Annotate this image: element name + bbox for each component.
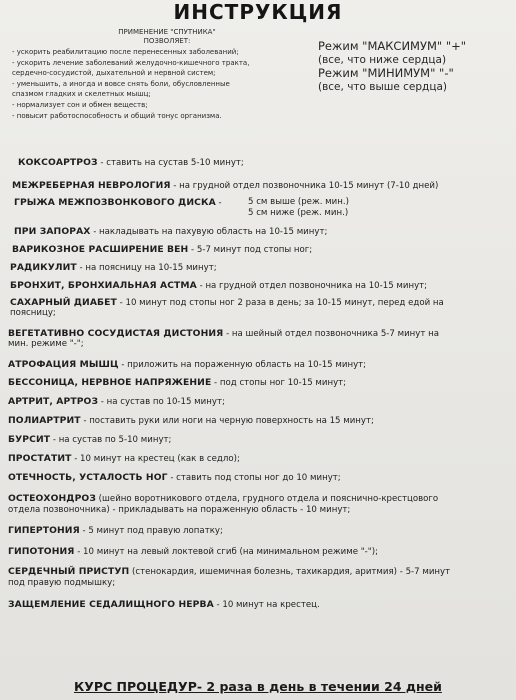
illness-entry: ОТЕЧНОСТЬ, УСТАЛОСТЬ НОГ - ставить под стопы ног до 10 минут;	[8, 472, 341, 483]
application-item: - ускорить лечение заболеваний желудочно-кишечного тракта,	[12, 58, 250, 67]
application-heading-line2: ПОЗВОЛЯЕТ:	[143, 37, 191, 45]
illness-entry: САХАРНЫЙ ДИАБЕТ - 10 минут под стопы ног 2 раза в день; за 10-15 минут, перед едой на	[10, 297, 444, 308]
illness-entry: ЗАЩЕМЛЕНИЕ СЕДАЛИЩНОГО НЕРВА - 10 минут на крестец.	[8, 599, 320, 610]
illness-entry: АРТРИТ, АРТРОЗ - на сустав по 10-15 минут;	[8, 396, 225, 407]
illness-entry: ГРЫЖА МЕЖПОЗВОНКОВОГО ДИСКА -	[14, 197, 222, 208]
application-item: сердечно-сосудистой, дыхательной и нервной систем;	[12, 69, 216, 78]
illness-entry: ОСТЕОХОНДРОЗ (шейно воротникового отдела, грудного отдела и пояснично-крестцового	[8, 493, 439, 504]
illness-entry: ПРОСТАТИТ - 10 минут на крестец (как в седло);	[8, 453, 240, 464]
illness-entry: ПРИ ЗАПОРАХ - накладывать на пахувую область на 10-15 минут;	[14, 226, 328, 237]
page-title: ИНСТРУКЦИЯ	[173, 0, 343, 24]
illness-entry: СЕРДЕЧНЫЙ ПРИСТУП (стенокардия, ишемичная болезнь, тахикардия, аритмия) - 5-7 минут	[8, 566, 451, 577]
application-heading-line1: ПРИМЕНЕНИЕ "СПУТНИКА"	[118, 28, 216, 36]
application-item: - ускорить реабилитацию после перенесенных заболеваний;	[12, 48, 239, 56]
illness-entry: БЕССОНИЦА, НЕРВНОЕ НАПРЯЖЕНИЕ - под стопы ног 10-15 минут;	[8, 377, 347, 388]
application-item: - повысит работоспособность и общий тонус организма.	[12, 111, 222, 120]
illness-alt-line: 5 см ниже (реж. мин.)	[248, 208, 349, 218]
min-mode-label: Режим "МИНИМУМ" "-"	[318, 66, 454, 80]
illness-entry: ВЕГЕТАТИВНО СОСУДИСТАЯ ДИСТОНИЯ - на шейный отдел позвоночника 5-7 минут на	[8, 328, 439, 339]
illness-continuation: под правую подмышку;	[8, 578, 116, 588]
max-mode-label: Режим "МАКСИМУМ" "+"	[318, 39, 467, 53]
illness-entry: БУРСИТ - на сустав по 5-10 минут;	[8, 434, 172, 445]
illness-entry: ГИПОТОНИЯ - 10 минут на левый локтевой сгиб (на минимальном режиме "-");	[8, 546, 378, 557]
illness-continuation: отдела позвоночника) - прикладывать на пораженную область - 10 минут;	[8, 505, 351, 515]
min-mode-note: (все, что выше сердца)	[318, 80, 447, 93]
application-item: - нормализует сон и обмен веществ;	[12, 100, 148, 109]
illness-entry: РАДИКУЛИТ - на поясницу на 10-15 минут;	[10, 262, 217, 273]
illness-entry: КОКСОАРТРОЗ - ставить на сустав 5-10 минут;	[18, 157, 244, 168]
illness-entry: АТРОФАЦИЯ МЫШЦ - приложить на пораженную область на 10-15 минут;	[8, 359, 367, 370]
illness-alt-line: 5 см выше (реж. мин.)	[248, 197, 349, 207]
illness-entry: МЕЖРЕБЕРНАЯ НЕВРОЛОГИЯ - на грудной отдел позвоночника 10-15 минут (7-10 дней)	[12, 180, 439, 191]
course-footer: КУРС ПРОЦЕДУР- 2 раза в день в течении 24 дней	[74, 679, 442, 694]
max-mode-note: (все, что ниже сердца)	[318, 53, 447, 66]
application-item: спазмом гладких и скелетных мышц;	[12, 90, 151, 99]
illness-continuation: мин. режиме "-";	[8, 339, 84, 349]
illness-entry: ВАРИКОЗНОЕ РАСШИРЕНИЕ ВЕН - 5-7 минут под стопы ног;	[12, 244, 313, 255]
illness-entry: ГИПЕРТОНИЯ - 5 минут под правую лопатку;	[8, 525, 223, 536]
illness-entry: ПОЛИАРТРИТ - поставить руки или ноги на черную поверхность на 15 минут;	[8, 415, 374, 426]
illness-entry: БРОНХИТ, БРОНХИАЛЬНАЯ АСТМА - на грудной отдел позвоночника на 10-15 минут;	[10, 280, 428, 291]
illness-continuation: поясницу;	[10, 308, 56, 318]
application-item: - уменьшить, а иногда и вовсе снять боли, обусловленные	[12, 79, 230, 88]
